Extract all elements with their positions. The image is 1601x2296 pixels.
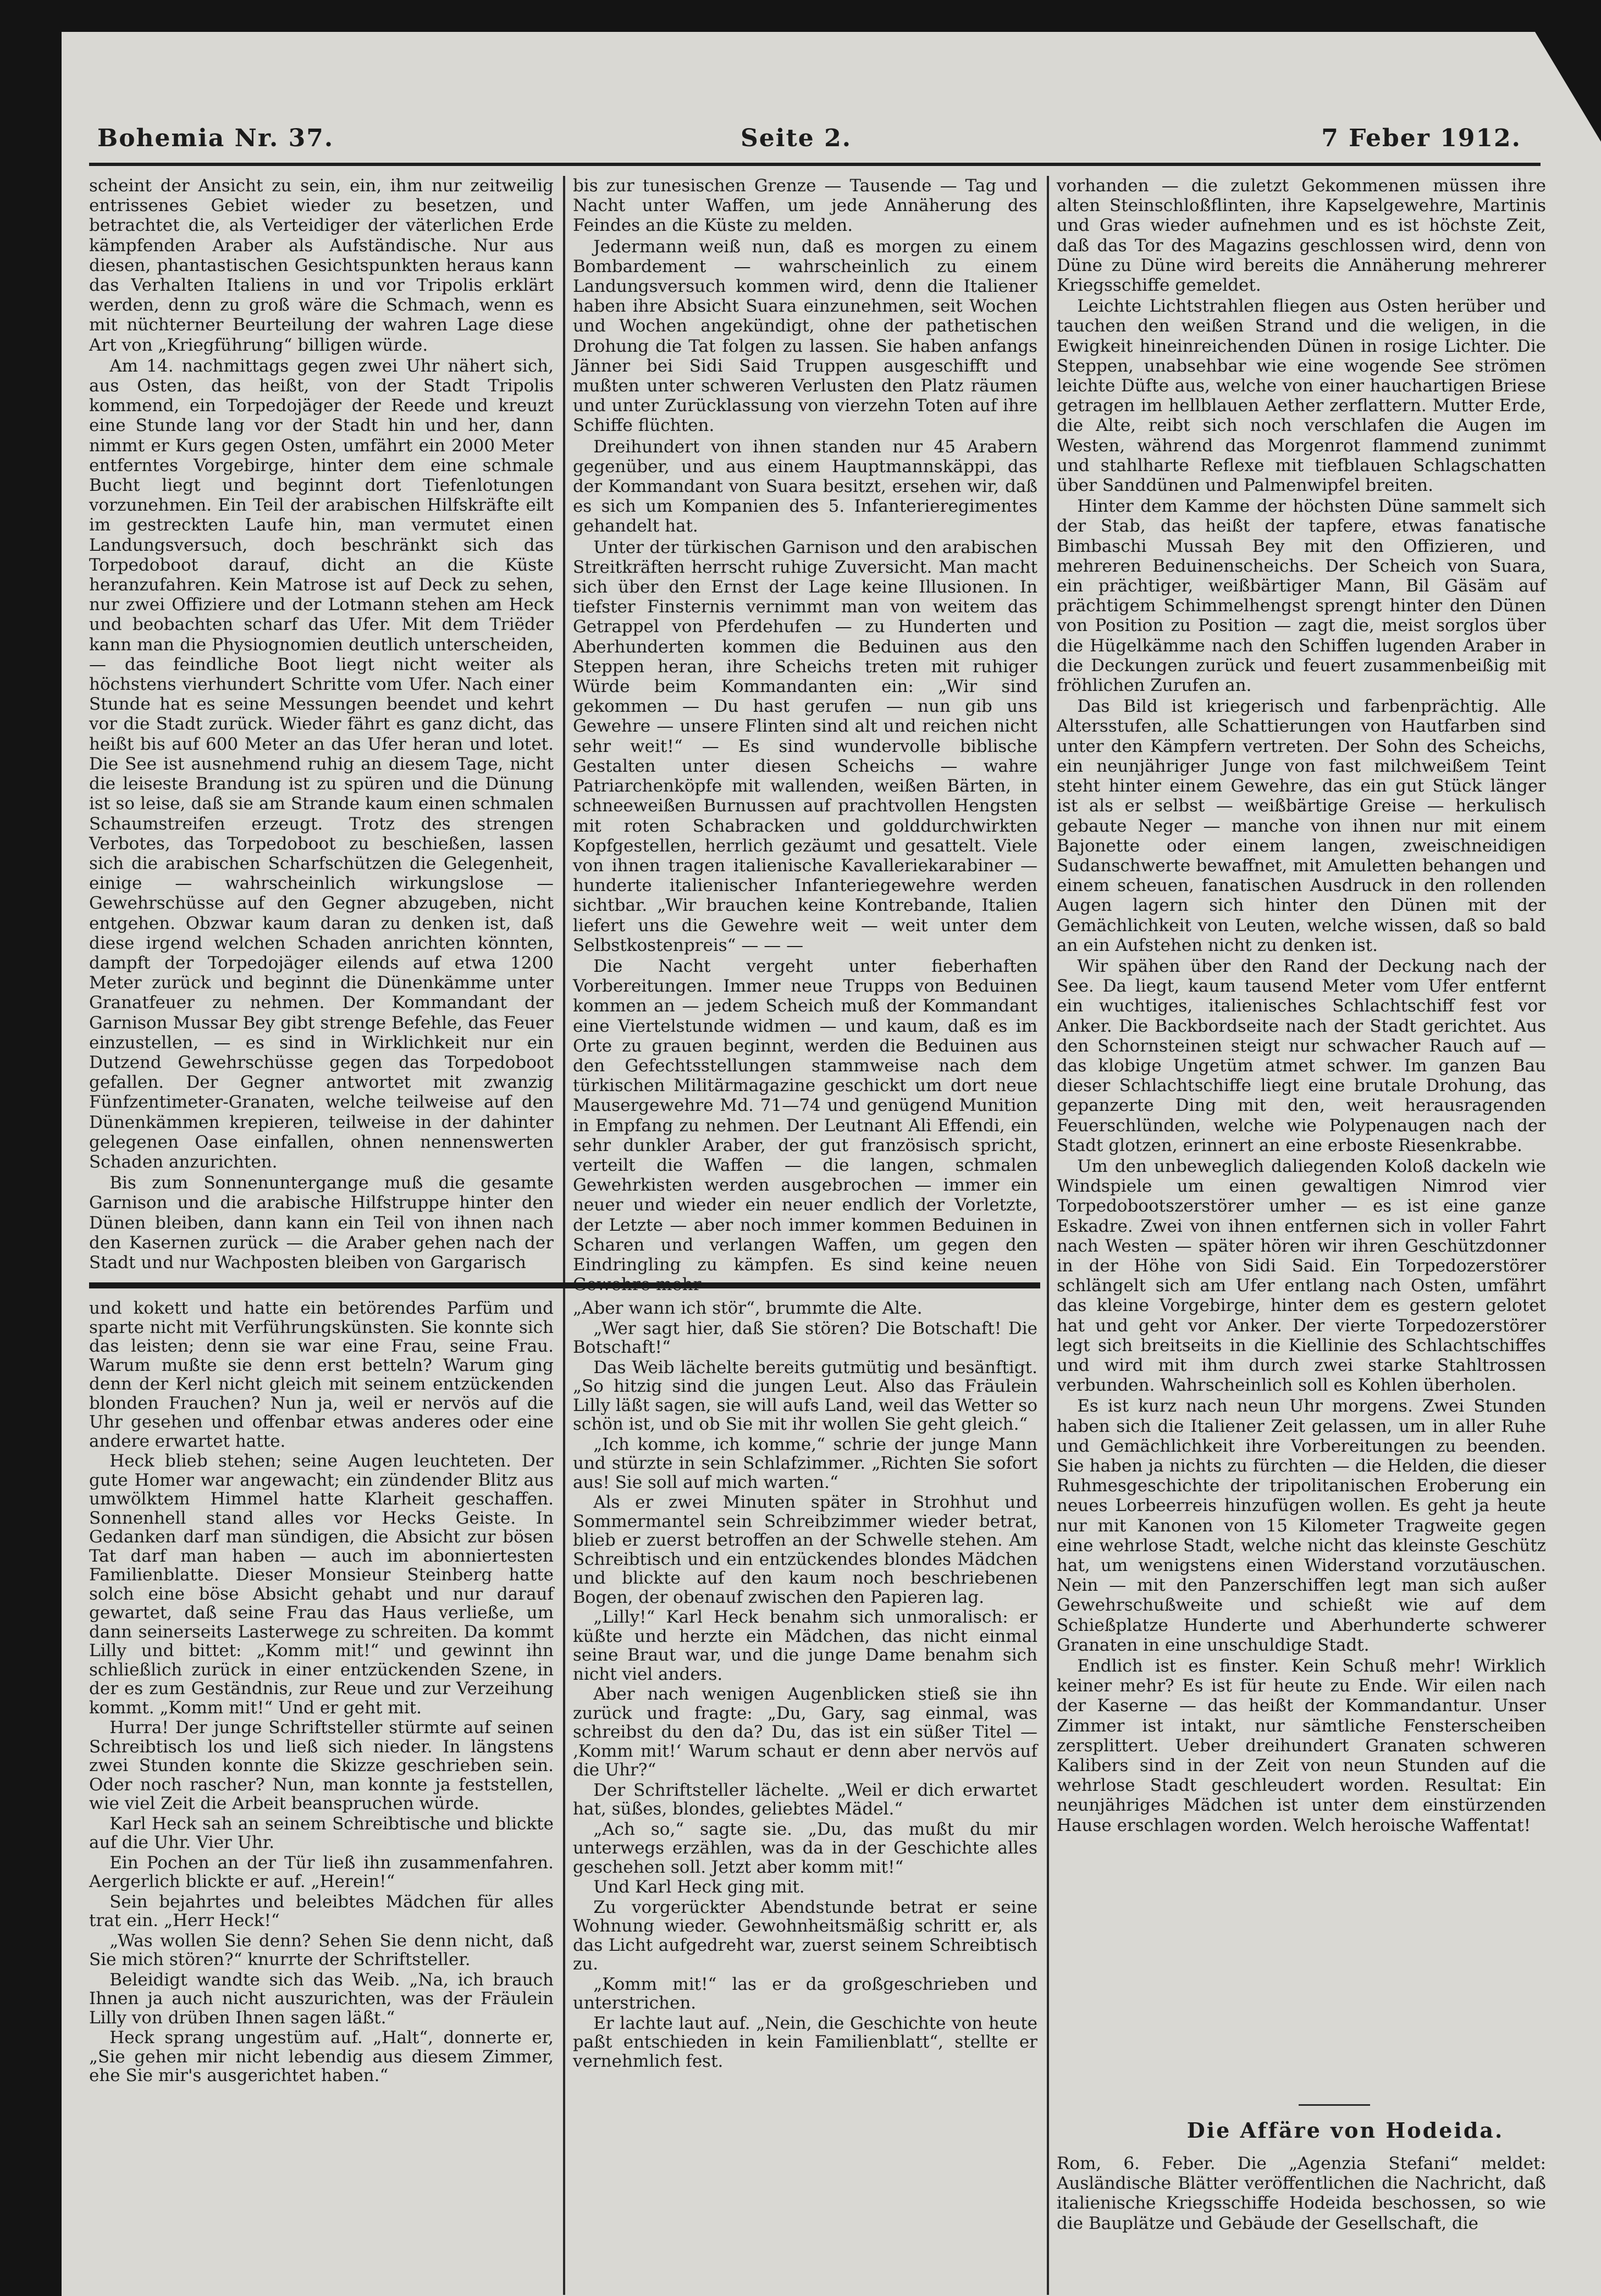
torn-page-corner — [1535, 32, 1601, 142]
paragraph: Am 14. nachmittags gegen zwei Uhr nähert sich, aus Osten, das heißt, von der Stadt Tripolis kommend, ein Torpedojäger der Reede und kreuzt eine Stunde lang vor der Stadt hin und her, dann nimmt er Kurs gegen Osten, umfährt ein 2000 Meter entferntes Vorgebirge, hinter dem eine schmale Bucht liegt und beginnt dort Tiefenlotungen vorzunehmen. Ein Teil der arabischen Hilfskräfte eilt im gestreckten Laufe hin, man vermutet einen Landungsversuch, doch beschränkt sich das Torpedoboot darauf, dicht an die Küste heranzufahren. Kein Matrose ist auf Deck zu sehen, nur zwei Offiziere und der Lotmann stehen am Heck und beobachten scharf das Ufer. Mit dem Triëder kann man die Physiognomien deutlich unterscheiden, — das feindliche Boot liegt nicht weiter als höchstens vierhundert Schritte vom Ufer. Nach einer Stunde hat es seine Messungen beendet und kehrt vor die Stadt zurück. Wieder fährt es ganz dicht, das heißt bis auf 600 Meter an das Ufer heran und lotet. Die See ist ausnehmend ruhig an diesem Tage, nicht die leiseste Brandung ist zu spüren und die Dünung ist so leise, daß sie am Strande kaum einen schmalen Schaumstreifen erzeugt. Trotz des strengen Verbotes, das Torpedoboot zu beschießen, lassen sich die arabischen Scharfschützen die Gelegenheit, einige — wahrscheinlich wirkungslose — Gewehrschüsse auf den Gegner abzugeben, nicht entgehen. Obzwar kaum daran zu denken ist, daß diese irgend welchen Schaden anrichten könnten, dampft der Torpedojäger eilends auf etwa 1200 Meter zurück und beginnt die Dünenkämme unter Granatfeuer zu nehmen. Der Kommandant der Garnison Mussar Bey gibt strenge Befehle, das Feuer einzustellen, — es sind in Wirklichkeit nur ein Dutzend Gewehrschüsse gegen das Torpedoboot gefallen. Der Gegner antwortet mit zwanzig Fünfzentimeter-Granaten, welche teilweise auf den Dünenkämmen krepieren, teilweise in der dahinter gelegenen Oase einfallen, ohnen nennenswerten Schaden anzurichten. — [89, 356, 554, 1172]
header-date: 7 Feber 1912. — [1321, 124, 1521, 152]
right-column — [1057, 176, 1546, 2097]
paragraph: Heck blieb stehen; seine Augen leuchteten. Der gute Homer war angewacht; ein zündender Blitz aus umwölktem Himmel hatte Klarheit geschaffen. Sonnenhell stand alles vor Hecks Geiste. In Gedanken darf man sündigen, die Absicht zur bösen Tat darf man haben — auch im abonniertesten Familienblatte. Dieser Monsieur Steinberg hatte solch eine böse Absicht gehabt und nur darauf gewartet, daß seine Frau das Haus verließe, um dann seinerseits Lasterwege zu schreiten. Da kommt Lilly und bittet: „Komm mit!“ und gewinnt ihn schließlich zurück in einer entzückenden Szene, in der es zum Geständnis, zur Reue und zur Verzeihung kommt. „Komm mit!“ Und er geht mit. — [89, 1451, 554, 1718]
paragraph: Rom, 6. Feber. Die „Agenzia Stefani“ meldet: Ausländische Blätter veröffentlichen die Nachricht, daß italienische Kriegsschiffe Hodeida beschossen, so wie die Bauplätze und Gebäude der Gesellschaft, die — [1057, 2154, 1546, 2233]
paragraph: Leichte Lichtstrahlen fliegen aus Osten herüber und tauchen den weißen Strand und die weligen, in die Ewigkeit hineinreichenden Dünen in rosige Lichter. Die Steppen, unabsehbar wie eine wogende See strömen leichte Düfte aus, welche von einer hauchartigen Briese getragen im hellblauen Aether zerflattern. Mutter Erde, die Alte, reibt sich noch verschlafen die Augen im Westen, während das Morgenrot flammend zunimmt und stahlharte Reflexe mit tiefblauen Schlagschatten über Sanddünen und Palmenwipfel breiten. — [1057, 296, 1546, 496]
section-rule — [1299, 2104, 1370, 2106]
column-divider-2 — [1047, 176, 1049, 2295]
paragraph: Und Karl Heck ging mit. — [593, 1877, 805, 1897]
lower-column-2 — [573, 1299, 1037, 2294]
header-issue: Bohemia Nr. 37. — [97, 124, 334, 152]
header-rule — [89, 163, 1541, 166]
feuilleton-rule — [89, 1282, 1040, 1288]
paragraph: Karl Heck sah an seinem Schreibtische und blickte auf die Uhr. Vier Uhr. — [89, 1813, 554, 1852]
paragraph: „Wer sagt hier, daß Sie stören? Die Botschaft! Die Botschaft!“ — [573, 1318, 1037, 1357]
paragraph: Hurra! Der junge Schriftsteller stürmte auf seinen Schreibtisch los und ließ sich nieder. In längstens zwei Stunden konnte die Skizze geschrieben sein. Oder noch rascher? Nun, man konnte ja feststellen, wie viel Zeit die Arbeit beanspruchen würde. — [89, 1718, 554, 1813]
paragraph: „Ich komme, ich komme,“ schrie der junge Mann und stürzte in sein Schlafzimmer. „Richten Sie sofort aus! Sie soll auf mich warten.“ — [573, 1434, 1037, 1492]
paragraph: Er lachte laut auf. „Nein, die Geschichte von heute paßt entschieden in kein Familienblatt“, stellte er vernehmlich fest. — [573, 2013, 1037, 2071]
paragraph: bis zur tunesischen Grenze — Tausende — Tag und Nacht unter Waffen, um jede Annäherung des Feindes an die Küste zu melden. — [573, 176, 1037, 236]
paragraph: Ein Pochen an der Tür ließ ihn zusammenfahren. Aergerlich blickte er auf. „Herein!“ — [89, 1852, 554, 1891]
paragraph: Jedermann weiß nun, daß es morgen zu einem Bombardement — wahrscheinlich zu einem Landungsversuch kommen wird, denn die Italiener haben ihre Absicht Suara einzunehmen, seit Wochen und Wochen angekündigt, ohne der pathetischen Drohung die Tat folgen zu lassen. Sie haben anfangs Jänner bei Sidi Said Truppen ausgeschifft und mußten unter schweren Verlusten den Platz räumen und unter Zurücklassung von vierzehn Toten auf ihre Schiffe flüchten. — [573, 236, 1037, 436]
paragraph: Zu vorgerückter Abendstunde betrat er seine Wohnung wieder. Gewohnheitsmäßig schritt er, als das Licht aufgedreht war, zuerst seinem Schreibtisch zu. — [573, 1897, 1037, 1974]
upper-column-2 — [573, 176, 1037, 1273]
paragraph: Das Bild ist kriegerisch und farbenprächtig. Alle Altersstufen, alle Schattierungen von Hautfarben sind unter den Kämpfern vertreten. Der Sohn des Scheichs, ein neunjähriger Junge von fast milchweißem Teint steht hinter einem Gewehre, das ein gut Stück länger ist als er selbst — weißbärtige Greise — herkulisch gebaute Neger — manche von ihnen nur mit einem Bajonette oder einem langen, zweischneidigen Sudanschwerte bewaffnet, mit Amuletten behangen und einem scheuen, fanatischen Ausdruck in den rollenden Augen lagern sich hinter den Dünen mit der Gemächlichkeit von Leuten, welche wissen, daß so bald an ein Aufstehen nicht zu denken ist. — [1057, 696, 1546, 955]
paragraph: vorhanden — die zuletzt Gekommenen müssen ihre alten Steinschloßflinten, ihre Kapselgewehre, Martinis und Gras wieder aufnehmen und es ist höchste Zeit, daß das Tor des Magazins geschlossen wird, denn von Düne zu Düne wird bereits die Annäherung mehrerer Kriegsschiffe gemeldet. — [1057, 176, 1546, 296]
paragraph: Wir spähen über den Rand der Deckung nach der See. Da liegt, kaum tausend Meter vom Ufer entfernt ein wuchtiges, italienisches Schlachtschiff fest vor Anker. Die Backbordseite nach der Stadt gerichtet. Aus den Schornsteinen steigt nur schwacher Rauch auf — das klobige Ungetüm atmet schwer. Im ganzen Bau dieser Schlachtschiffe liegt eine brutale Drohung, das gepanzerte Ding mit den, weit herausragenden Feuerschlünden, welche wie Polypenaugen nach der Stadt glotzen, erinnert an eine erboste Riesenkrabbe. — [1057, 956, 1546, 1155]
paragraph: Dreihundert von ihnen standen nur 45 Arabern gegenüber, und aus einem Hauptmannskäppi, das der Kommandant von Suara besitzt, ersehen wir, daß es sich um Kompanien des 5. Infanterieregimentes gehandelt hat. — [573, 436, 1037, 536]
paragraph: „Ach so,“ sagte sie. „Du, das mußt du mir unterwegs erzählen, was da in der Geschichte alles geschehen soll. Jetzt aber komm mit!“ — [573, 1819, 1037, 1877]
column-divider-1 — [563, 176, 565, 2295]
paragraph: Unter der türkischen Garnison und den arabischen Streitkräften herrscht ruhige Zuversicht. Man macht sich über den Ernst der Lage keine Illusionen. In tiefster Finsternis vernimmt man von weitem das Getrappel von Pferdehufen — zu Hunderten und Aberhunderten kommen die Beduinen aus den Steppen heran, ihre Scheichs treten mit ruhiger Würde beim Kommandanten ein: „Wir sind gekommen — Du hast gerufen — nun gib uns Gewehre — unsere Flinten sind alt und reichen nicht sehr weit!“ — Es sind wundervolle biblische Gestalten unter diesen Scheichs — wahre Patriarchenköpfe mit wallenden, weißen Bärten, in schneeweißen Burnussen auf prachtvollen Hengsten mit roten Schabracken und golddurchwirkten Kopfgestellen, herrlich gezäumt und gesattelt. Viele von ihnen tragen italienische Kavalleriekarabiner — hunderte italienischer Infanteriegewehre werden sichtbar. „Wir brauchen keine Kontrebande, Italien liefert uns die Gewehre weit — weit unter dem Selbstkostenpreis“ — — — — [573, 537, 1037, 955]
paragraph: Um den unbeweglich daliegenden Koloß dackeln wie Windspiele um einen gewaltigen Nimrod vier Torpedobootszerstörer umher — es ist eine ganze Eskadre. Zwei von ihnen entfernen sich in voller Fahrt nach Westen — später hören wir ihren Geschützdonner in der Höhe von Sidi Said. Ein Torpedozerstörer schlängelt sich am Ufer entlang nach Osten, umfährt das kleine Vorgebirge, hinter dem es gestern gelotet hat und geht vor Anker. Der vierte Torpedozerstörer legt sich breitseits in die Kiellinie des Schlachtschiffes und wird mit ihm durch zwei starke Stahltrossen verbunden. Wahrscheinlich soll es Kohlen überholen. — [1057, 1156, 1546, 1396]
paragraph: Es ist kurz nach neun Uhr morgens. Zwei Stunden haben sich die Italiener Zeit gelassen, um in aller Ruhe und Gemächlichkeit ihre Vorbereitungen zu beenden. Sie haben ja nichts zu fürchten — die Helden, die dieser Ruhmesgeschichte der tripolitanischen Eroberung ein neues Lorbeerreis hinzufügen wollen. Es geht ja heute nur mit Kanonen von 15 Kilometer Tragweite gegen eine wehrlose Stadt, welche nicht das kleinste Geschütz hat, um wenigstens einen Widerstand vorzutäuschen. Nein — mit den Panzerschiffen legt man sich außer Gewehrschußweite und schießt wie auf dem Schießplatze Hunderte und Aberhunderte schwerer Granaten in eine unschuldige Stadt. — [1057, 1396, 1546, 1655]
paragraph: Als er zwei Minuten später in Strohhut und Sommermantel sein Schreibzimmer wieder betrat, blieb er zuerst betroffen an der Schwelle stehen. Am Schreibtisch und ein entzückendes blondes Mädchen und blickte auf den kaum noch beschriebenen Bogen, der obenauf zwischen den Papieren lag. — [573, 1492, 1037, 1607]
paragraph: Beleidigt wandte sich das Weib. „Na, ich brauch Ihnen ja auch nicht auszurichten, was der Fräulein Lilly von drüben Ihnen sagen läßt.“ — [89, 1969, 554, 2028]
paragraph: „Lilly!“ Karl Heck benahm sich unmoralisch: er küßte und herzte ein Mädchen, das nicht einmal seine Braut war, und die junge Dame benahm sich nicht viel anders. — [573, 1607, 1037, 1684]
newspaper-page — [62, 32, 1601, 2296]
news-item — [1057, 2154, 1546, 2294]
paragraph: Aber nach wenigen Augenblicken stieß sie ihn zurück und fragte: „Du, Gary, sag einmal, was schreibst du den da? Du, das ist ein süßer Titel — ‚Komm mit!‘ Warum schaut er denn aber nervös auf die Uhr?“ — [573, 1684, 1037, 1780]
paragraph: Heck sprang ungestüm auf. „Halt“, donnerte er, „Sie gehen mir nicht lebendig aus diesem Zimmer, ehe Sie mir's ausgerichtet haben.“ — [89, 2028, 554, 2085]
header-page-number: Seite 2. — [741, 124, 852, 152]
paragraph: „Aber wann ich stör“, brummte die Alte. — [573, 1298, 923, 1318]
paragraph: „Komm mit!“ las er da großgeschrieben und unterstrichen. — [573, 1974, 1037, 2013]
paragraph: Die Nacht vergeht unter fieberhaften Vorbereitungen. Immer neue Trupps von Beduinen kommen an — jedem Scheich muß der Kommandant eine Viertelstunde widmen — und kaum, daß es im Orte zu grauen beginnt, werden die Beduinen aus den Gefechtsstellungen stammweise nach dem türkischen Militärmagazine geschickt um dort neue Mausergewehre Md. 71—74 und genügend Munition in Empfang zu nehmen. Der Leutnant Ali Effendi, ein sehr dunkler Araber, der gut französisch spricht, verteilt die Waffen — die langen, schmalen Gewehrkisten werden ausgebrochen — immer ein neuer und wieder ein neuer endlich der Vorletzte, der Letzte — aber noch immer kommen Beduinen in Scharen und verlangen Waffen, um gegen den Eindringling zu kämpfen. Es sind keine neuen — [573, 956, 1037, 1275]
paragraph: Hinter dem Kamme der höchsten Düne sammelt sich der Stab, das heißt der tapfere, etwas fanatische Bimbaschi Mussah Bey mit den Offizieren, und mehreren Beduinenscheichs. Der Scheich von Suara, ein prächtiger, weißbärtiger Mann, Bil Gäsäm auf prächtigem Schimmelhengst sprengt hinter den Dünen von Position zu Position — zagt die, meist sorglos über die Hügelkämme nach den Schiffen lugenden Araber in die Deckungen zurück und feuert zusammenbeißig mit fröhlichen Zurufen an. — [1057, 496, 1546, 696]
paragraph: Bis zum Sonnenuntergange muß die gesamte Garnison und die arabische Hilfstruppe hinter den Dünen bleiben, dann kann ein Teil von ihnen nach den Kasernen zurück — die Araber gehen nach der Stadt und nur Wachposten bleiben von Gargarisch — [89, 1173, 554, 1273]
upper-column-1 — [89, 176, 554, 1273]
paragraph: Das Weib lächelte bereits gutmütig und besänftigt. „So hitzig sind die jungen Leut. Also das Fräulein Lilly läßt sagen, sie will aufs Land, weil das Wetter so schön ist, und ob Sie mit ihr wollen Sie geht gleich.“ — [573, 1357, 1037, 1434]
paragraph: „Was wollen Sie denn? Sehen Sie denn nicht, daß Sie mich stören?“ knurrte der Schriftsteller. — [89, 1930, 554, 1969]
paragraph: Der Schriftsteller lächelte. „Weil er dich erwartet hat, süßes, blondes, geliebtes Mädel.“ — [573, 1780, 1037, 1819]
lower-column-1 — [89, 1299, 554, 2294]
article-heading: Die Affäre von Hodeida. — [1186, 2118, 1504, 2143]
paragraph: scheint der Ansicht zu sein, ein, ihm nur zeitweilig entrissenes Gebiet wieder zu besetzen, und betrachtet die, als Verteidiger der väterlichen Erde kämpfenden Araber als Aufständische. Nur aus diesen, phantastischen Gesichtspunkten heraus kann das Verhalten Italiens in und vor Tripolis erklärt werden, denn zu groß wäre die Schmach, wenn es mit nüchterner Beurteilung der wahren Lage diese Art von „Kriegführung“ billigen würde. — [89, 176, 554, 355]
paragraph: und kokett und hatte ein betörendes Parfüm und sparte nicht mit Verführungskünsten. Sie konnte sich das leisten; denn sie war eine Frau, seine Frau. Warum mußte sie denn erst betteln? Warum ging denn der Kerl nicht gleich mit seinem entzückenden blonden Frauchen? Nun ja, weil er nervös auf die Uhr gesehen und offenbar etwas anderes oder eine andere erwartet hatte. — [89, 1298, 554, 1451]
page-header — [97, 124, 1521, 163]
paragraph: Sein bejahrtes und beleibtes Mädchen für alles trat ein. „Herr Heck!“ — [89, 1891, 554, 1930]
paragraph: Endlich ist es finster. Kein Schuß mehr! Wirklich keiner mehr? Es ist für heute zu Ende. Wir eilen nach der Kaserne — das heißt der Kommandantur. Unser Zimmer ist intakt, nur sämtliche Fensterscheiben zersplittert. Ueber dreihundert Granaten schweren Kalibers sind in der Zeit von neun Stunden auf die wehrlose Stadt geschleudert worden. Resultat: Ein neunjähriges Mädchen ist unter dem einstürzenden Hause erschlagen worden. Welch heroische Waffentat! — [1057, 1656, 1546, 1835]
